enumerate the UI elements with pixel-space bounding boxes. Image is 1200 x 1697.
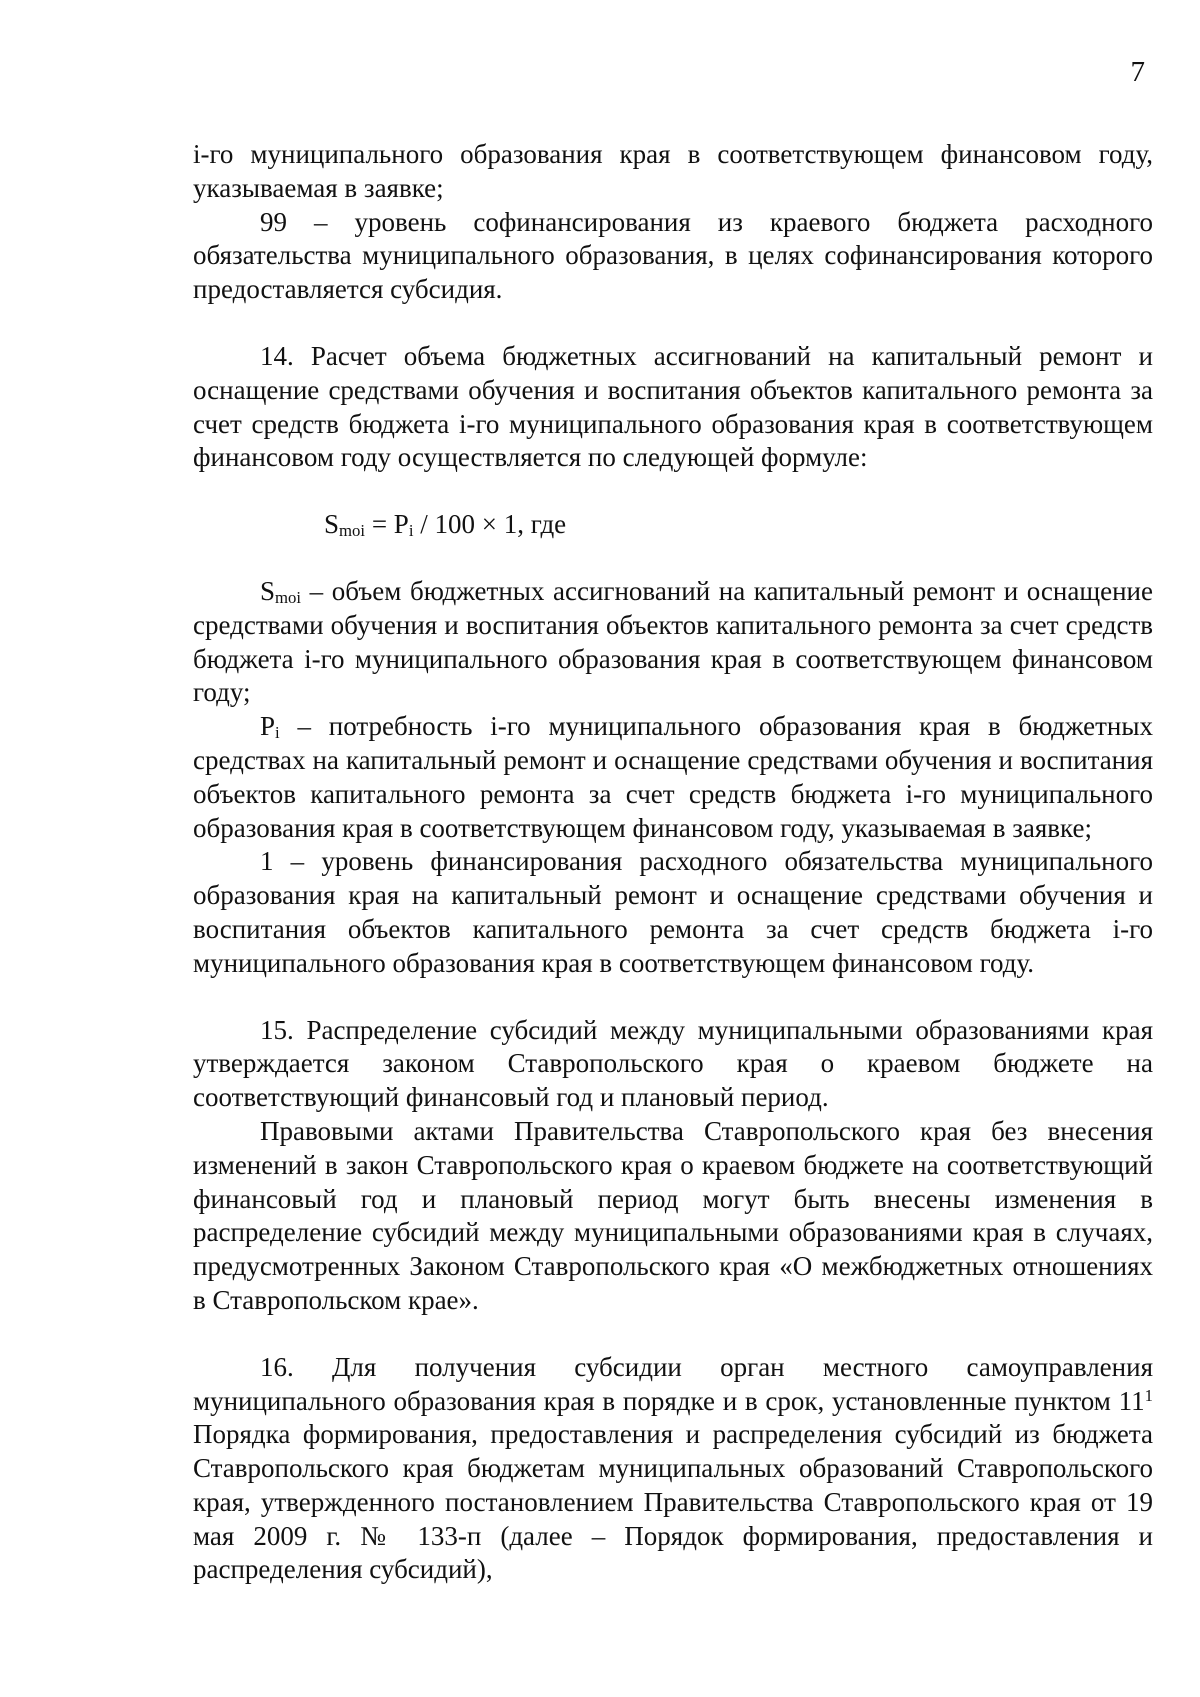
p-subscript: i — [275, 723, 280, 743]
document-body — [193, 138, 1153, 1587]
formula-middle: = P — [365, 509, 409, 540]
formula-s-subscript: moi — [339, 521, 366, 541]
section-16-after: Порядка формирования, предоставления и распределения субсидий из бюджета Ставропольского края бюджетам муниципальных образований Ставропольского края, утвержденного постановлением Правительства Ставропольского края от 19 мая 2009 г. № 133-п (далее – Порядок формирования, предоставления и распределения субсидий), — [193, 1419, 1153, 1585]
paragraph-legal-acts: Правовыми актами Правительства Ставропольского края без внесения изменений в закон Ставропольского края о краевом бюджете на соответствующий финансовый год и плановый период могут быть внесены изменения в распределение субсидий между муниципальными образованиями края в случаях, предусмотренных Законом Ставропольского края «О межбюджетных отношениях в Ставропольском крае». — [193, 1115, 1153, 1315]
paragraph-financing-level: 1 – уровень финансирования расходного обязательства муниципального образования края на капитальный ремонт и оснащение средствами обучения и воспитания объектов капитального ремонта за счет средств бюджета i-го муниципального образования края в соответствующем финансовом году. — [193, 846, 1153, 978]
paragraph-section-14: 14. Расчет объема бюджетных ассигнований на капитальный ремонт и оснащение средствами обучения и воспитания объектов капитального ремонта за счет средств бюджета i-го муниципального образования края в соответствующем финансовом году осуществляется по следующей формуле: — [193, 340, 1153, 473]
p-definition-text: – потребность i-го муниципального образования края в бюджетных средствах на капитальный ремонт и оснащение средствами обучения и воспитания объектов капитального ремонта за счет средств бюджета i-го муниципального образования края в соответствующем финансовом году, указываемая в заявке; — [193, 711, 1153, 843]
formula-s-symbol: S — [324, 509, 340, 540]
paragraph-p-definition — [193, 710, 1153, 845]
section-16-before: 16. Для получения субсидии орган местного самоуправления муниципального образования края в порядке и в срок, установленные пунктом 11 — [193, 1351, 1153, 1416]
p-symbol: P — [260, 711, 276, 742]
page-number: 7 — [1130, 56, 1145, 88]
paragraph-section-15: 15. Распределение субсидий между муниципальными образованиями края утверждается законом Ставропольского края о краевом бюджете на соответствующий финансовый год и плановый период. — [193, 1014, 1153, 1113]
section-16-superscript: 1 — [1144, 1385, 1153, 1405]
s-subscript: moi — [275, 587, 302, 607]
s-symbol: S — [260, 575, 276, 606]
paragraph-s-definition — [193, 575, 1153, 710]
formula-rest: / 100 × 1, где — [413, 509, 567, 540]
s-definition-text: – объем бюджетных ассигнований на капитальный ремонт и оснащение средствами обучения и воспитания объектов капитального ремонта за счет средств бюджета i-го муниципального образования края в соответствующем финансовом году; — [193, 575, 1153, 708]
formula-p-subscript: i — [408, 521, 414, 541]
paragraph-continuation: i-го муниципального образования края в соответствующем финансовом году, указываемая в заявке; — [193, 139, 1153, 203]
paragraph-section-16 — [193, 1351, 1153, 1588]
paragraph-cofinancing-level: 99 – уровень софинансирования из краевого бюджета расходного обязательства муниципального образования, в целях софинансирования которого предоставляется субсидия. — [193, 206, 1153, 305]
formula — [193, 508, 1153, 542]
